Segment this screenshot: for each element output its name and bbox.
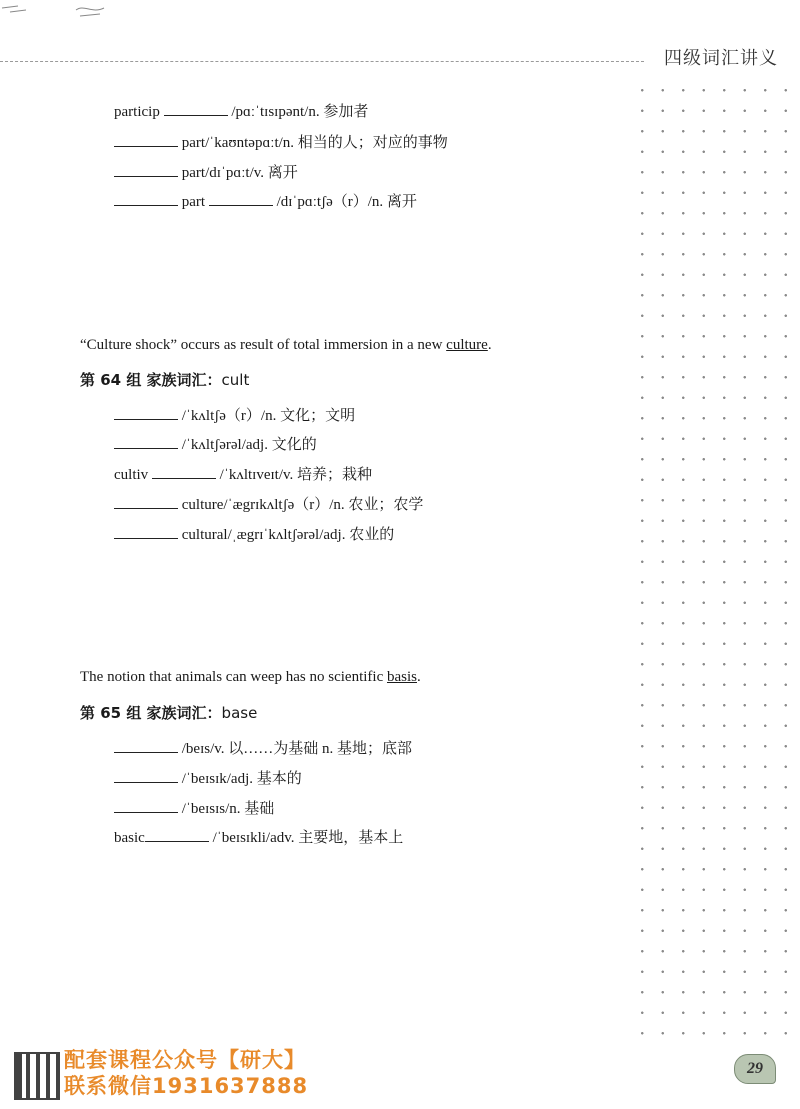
sentence-text: “Culture shock” occurs as result of total immersion in a new bbox=[80, 337, 447, 353]
sentence-keyword: basis bbox=[387, 669, 417, 685]
fill-blank[interactable] bbox=[114, 537, 178, 539]
group-root-word: base bbox=[221, 704, 258, 722]
promo-line-1: 配套课程公众号【研大】 bbox=[64, 1048, 306, 1072]
word-definition: /dɪˈpɑːtʃə（r）/n. 离开 bbox=[276, 194, 417, 210]
fill-blank[interactable] bbox=[114, 447, 178, 449]
fill-blank[interactable] bbox=[164, 114, 228, 116]
vocab-line bbox=[114, 433, 317, 454]
vocab-line bbox=[114, 161, 298, 182]
fill-blank[interactable] bbox=[209, 204, 273, 206]
vocab-line bbox=[114, 797, 274, 818]
fill-blank[interactable] bbox=[114, 175, 178, 177]
fill-blank[interactable] bbox=[114, 811, 178, 813]
word-definition: /ˈbeɪsɪk/adj. 基本的 bbox=[181, 771, 302, 787]
word-root: part bbox=[181, 194, 206, 210]
fill-blank[interactable] bbox=[114, 204, 178, 206]
word-definition: /ˈbeɪsɪs/n. 基础 bbox=[181, 801, 275, 817]
example-sentence bbox=[80, 337, 492, 354]
fill-blank[interactable] bbox=[114, 781, 178, 783]
pen-scribble-mark bbox=[0, 0, 120, 22]
fill-blank[interactable] bbox=[114, 418, 178, 420]
word-root: culture bbox=[181, 497, 224, 513]
word-prefix: cultiv bbox=[114, 467, 149, 483]
fill-blank[interactable] bbox=[114, 507, 178, 509]
example-sentence bbox=[80, 669, 421, 686]
fill-blank[interactable] bbox=[114, 751, 178, 753]
vocab-line bbox=[114, 523, 394, 544]
word-prefix: basic bbox=[114, 830, 145, 846]
group-root-word: cult bbox=[221, 371, 250, 389]
vocab-line bbox=[114, 826, 403, 847]
header-rule bbox=[0, 61, 644, 62]
word-definition: part/dɪˈpɑːt/v. 离开 bbox=[181, 165, 298, 181]
group-heading bbox=[80, 369, 249, 390]
fill-blank[interactable] bbox=[152, 477, 216, 479]
fill-blank[interactable] bbox=[114, 145, 178, 147]
word-root: cultural bbox=[181, 527, 228, 543]
word-definition: /ˈægrɪkʌltʃə（r）/n. 农业；农学 bbox=[223, 497, 424, 513]
word-definition: /ˈkʌltʃərəl/adj. 文化的 bbox=[181, 437, 317, 453]
group-heading bbox=[80, 702, 257, 723]
promo-banner bbox=[64, 1047, 324, 1103]
page-number: 29 bbox=[734, 1054, 776, 1084]
word-definition: /pɑːˈtɪsɪpənt/n. 参加者 bbox=[231, 104, 369, 120]
sentence-end: . bbox=[417, 669, 421, 685]
word-definition: /ˈbeɪsɪkli/adv. 主要地，基本上 bbox=[212, 830, 404, 846]
word-definition: /ˈkʌltʃə（r）/n. 文化；文明 bbox=[181, 408, 356, 424]
group-label: 第 65 组 家族词汇： bbox=[80, 704, 222, 722]
vocab-line bbox=[114, 190, 417, 211]
fill-blank[interactable] bbox=[145, 840, 209, 842]
sentence-end: . bbox=[487, 337, 492, 353]
dot-grid-margin bbox=[630, 80, 790, 1048]
word-definition: /ˈkʌltɪveɪt/v. 培养；栽种 bbox=[219, 467, 373, 483]
word-prefix: particip bbox=[114, 104, 160, 120]
promo-line-2: 联系微信1931637888 bbox=[64, 1074, 309, 1098]
vocab-line bbox=[114, 463, 372, 484]
word-definition: part/ˈkaʊntəpɑːt/n. 相当的人；对应的事物 bbox=[181, 135, 448, 151]
vocab-line bbox=[114, 131, 448, 152]
vocab-line bbox=[114, 404, 355, 425]
vocab-line bbox=[114, 767, 302, 788]
word-definition: /beɪs/v. 以……为基础 n. 基地；底部 bbox=[181, 741, 413, 757]
group-label: 第 64 组 家族词汇： bbox=[80, 371, 222, 389]
qr-code-icon bbox=[14, 1052, 60, 1100]
sentence-keyword: culture bbox=[446, 337, 488, 353]
vocab-line bbox=[114, 100, 368, 121]
vocab-line bbox=[114, 493, 423, 514]
sentence-text: The notion that animals can weep has no scientific bbox=[80, 669, 387, 685]
header-title: 四级词汇讲义 bbox=[664, 48, 778, 69]
word-definition: /ˌægrɪˈkʌltʃərəl/adj. 农业的 bbox=[227, 527, 395, 543]
vocab-line bbox=[114, 737, 412, 758]
